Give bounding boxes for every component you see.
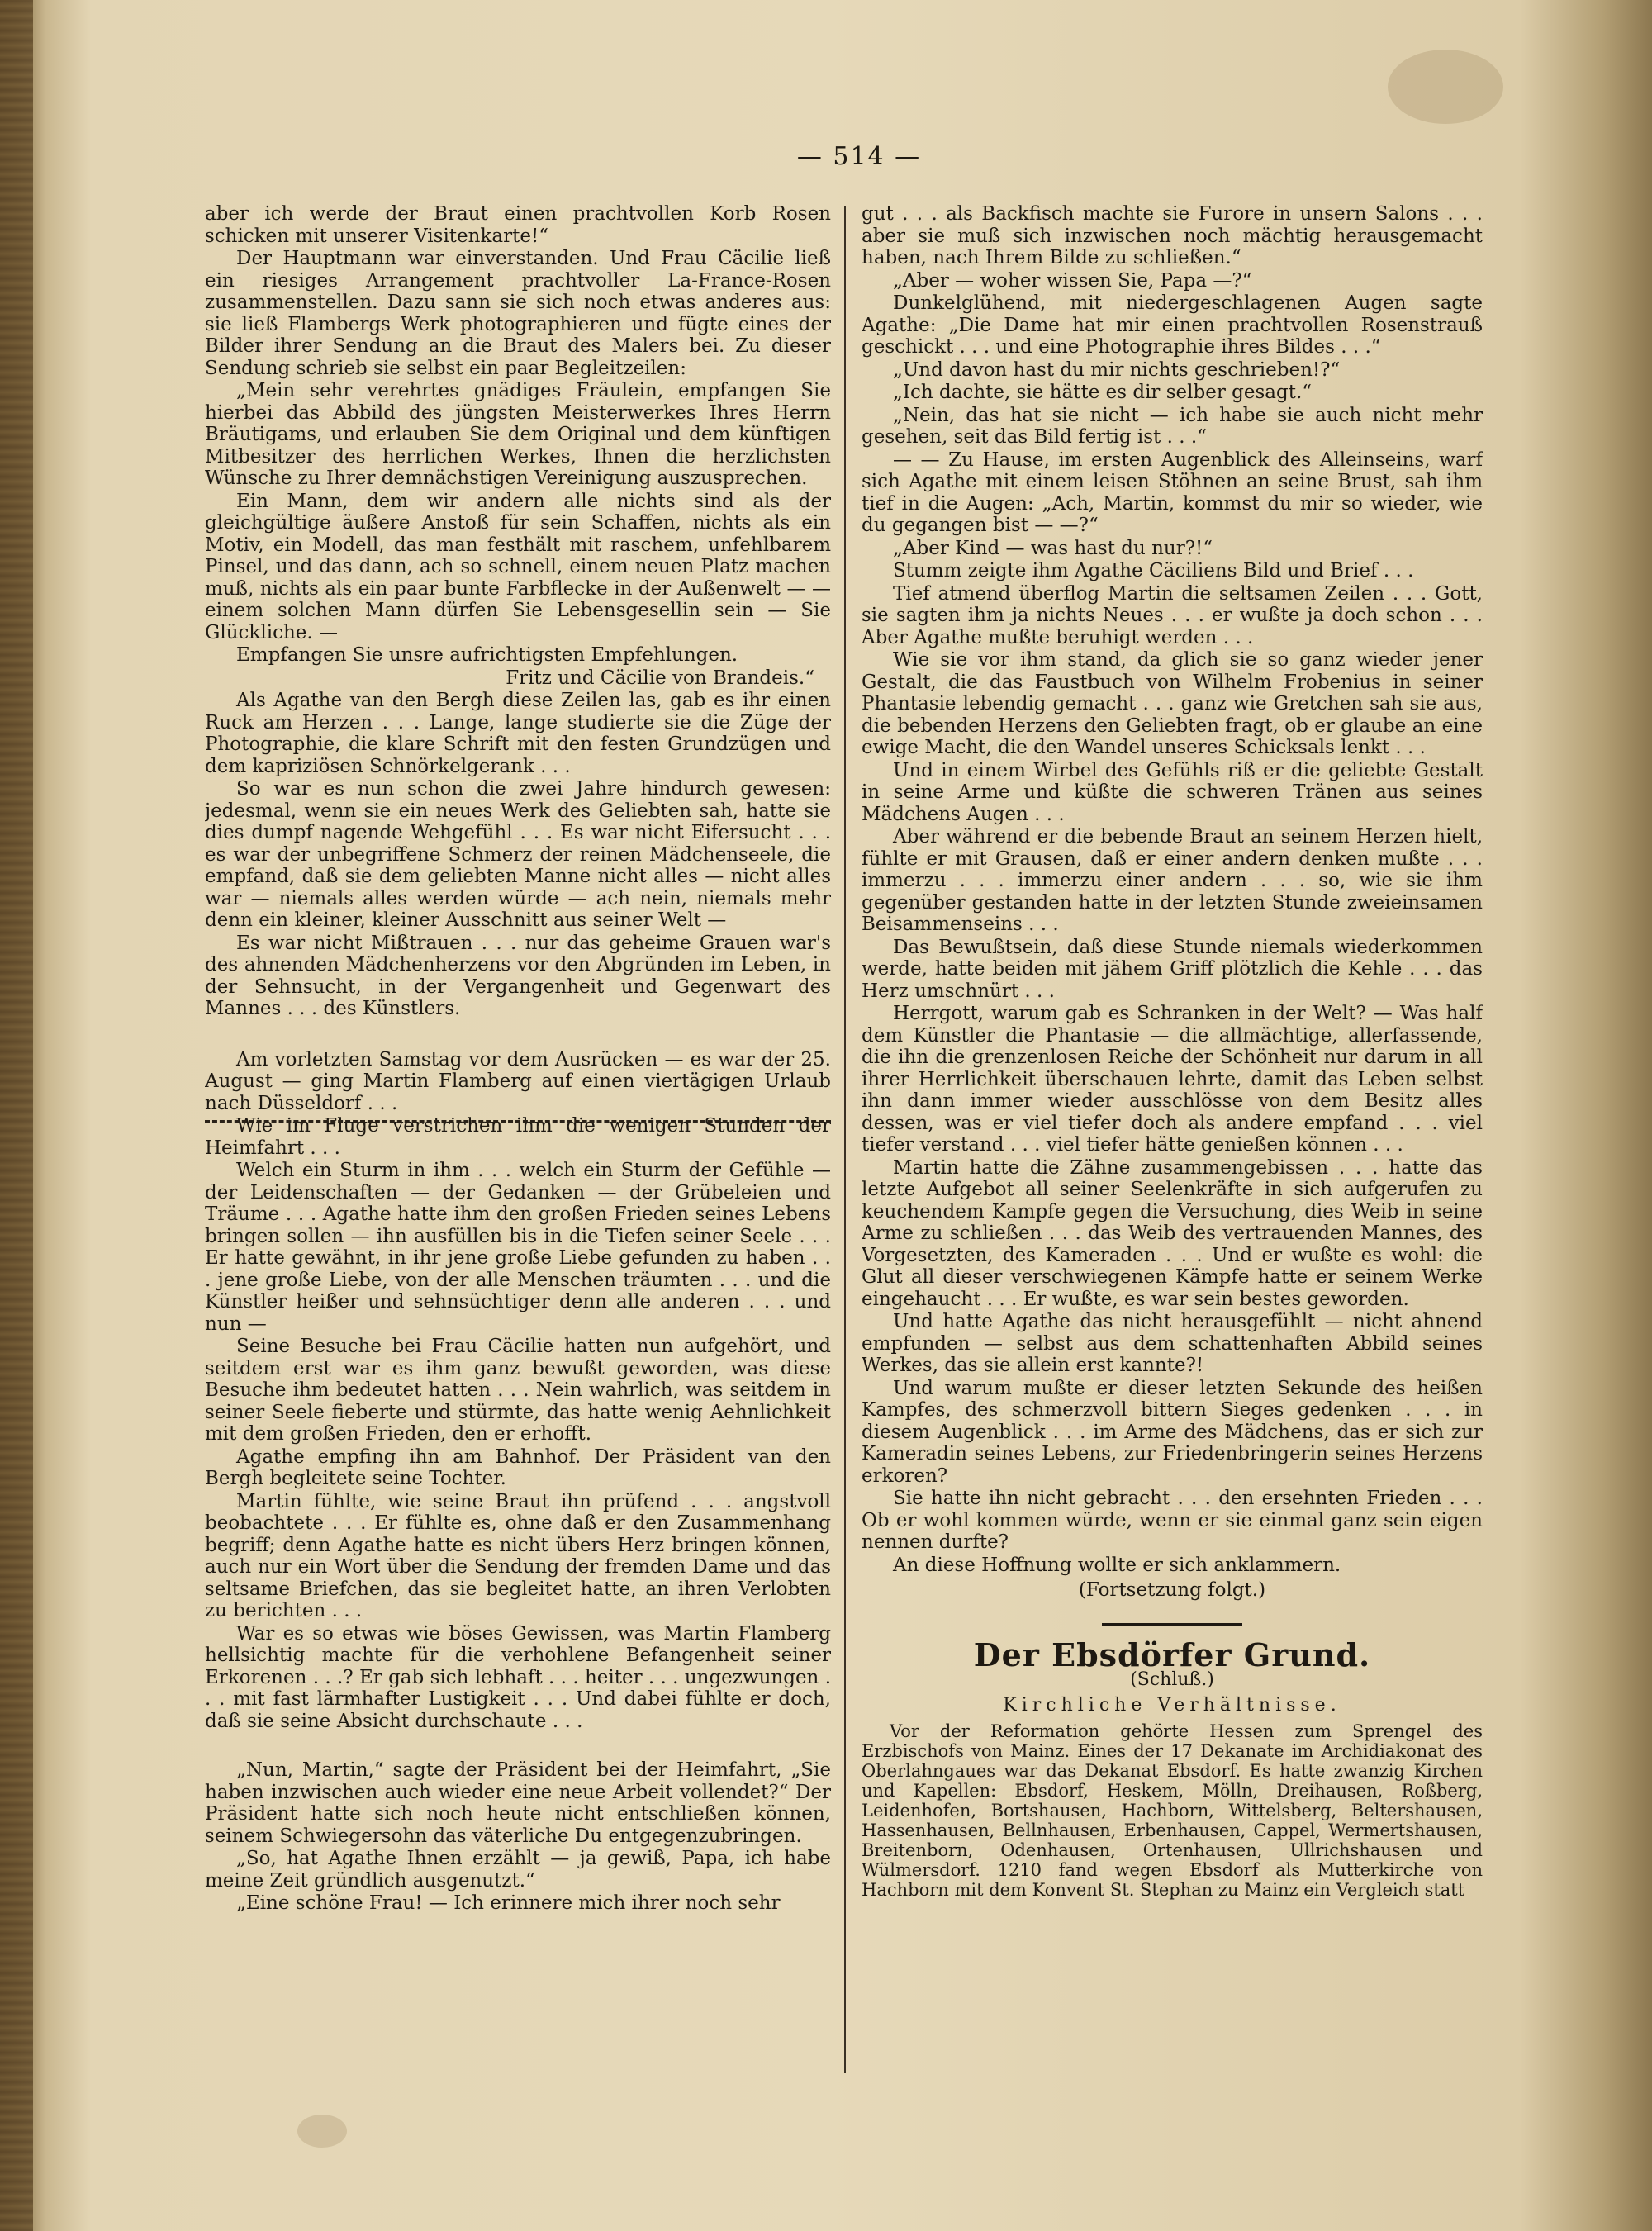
paragraph: Herrgott, warum gab es Schranken in der Welt? — Was half dem Künstler die Phantasie — die allmächtige, allerfassende, die ihn die grenzenlosen Reiche der Schönheit nur darum in all ihrer Herrlichkeit überschauen lehrte, damit das Leben selbst ihn dann immer wieder ausschlösse von dem Besitz alles dessen, was er viel tiefer doch als andere empfand . . . viel tiefer verstand . . . viel tiefer hätte genießen können . . . (862, 1003, 1483, 1156)
paragraph: „Ich dachte, sie hätte es dir selber gesagt.“ (893, 382, 1313, 403)
article-title: Der Ebsdörfer Grund. (973, 1635, 1371, 1673)
paragraph: War es so etwas wie böses Gewissen, was Martin Flamberg hellsichtig machte für die verhohlene Befangenheit seiner Erkorenen . . .? Er gab sich lebhaft . . . heiter . . . ungezwungen . . . mit fast lärmhafter Lustigkeit . . . Und dabei fühlte er doch, daß sie seine Absicht durchschaute . . . (205, 1622, 831, 1732)
paragraph: „Mein sehr verehrtes gnädiges Fräulein, empfangen Sie hierbei das Abbild des jüngsten Meisterwerkes Ihres Herrn Bräutigams, und erlauben Sie dem Original und dem künftigen Mitbesitzer des herrlichen Werkes, Ihnen die herzlichsten Wünsche zu Ihrer demnächstigen Vereinigung auszusprechen. (205, 380, 831, 489)
paragraph: Martin hatte die Zähne zusammengebissen . . . hatte das letzte Aufgebot all seiner Seelenkräfte in sich aufgerufen zu keuchendem Kampfe gegen die Versuchung, dies Weib in seine Arme zu schließen . . . das Weib des vertrauenden Mannes, des Vorgesetzten, des Kameraden . . . Und er wußte es wohl: die Glut all dieser verschwiegenen Kämpfe hatte er seinem Werke eingehaucht . . . Er wußte, es war sein bestes geworden. (862, 1156, 1483, 1310)
paragraph: Der Hauptmann war einverstanden. Und Frau Cäcilie ließ ein riesiges Arrangement prachtvoller La-France-Rosen zusammenstellen. Dazu sann sie sich noch etwas anderes aus: sie ließ Flambergs Werk photographieren und fügte eines der Bilder ihrer Sendung an die Braut des Malers bei. Zu dieser Sendung schrieb sie selbst ein paar Begleitzeilen: (205, 248, 831, 379)
paragraph: Stumm zeigte ihm Agathe Cäciliens Bild und Brief . . . (893, 560, 1414, 581)
section-gap (205, 1021, 831, 1049)
left-column (205, 203, 831, 1756)
paragraph: „Und davon hast du mir nichts geschrieben!?“ (893, 358, 1341, 381)
paragraph: Wie im Fluge verstrichen ihm die wenigen Stunden der Heimfahrt . . . (205, 1115, 831, 1159)
article-heading: Kirchliche Verhältnisse. (1003, 1694, 1341, 1716)
paragraph: „Nun, Martin,“ sagte der Präsident bei der Heimfahrt, „Sie haben inzwischen auch wieder eine neue Arbeit vollendet?“ Der Präsident hatte sich noch heute nicht entschließen können, seinem Schwiegersohn das väterliche Du entgegenzubringen. (205, 1759, 831, 1847)
paragraph: So war es nun schon die zwei Jahre hindurch gewesen: jedesmal, wenn sie ein neues Werk des Geliebten sah, hatte sie dies dumpf nagende Wehgefühl . . . Es war nicht Eifersucht . . . es war der unbegriffene Schmerz der reinen Mädchenseele, die empfand, daß sie dem geliebten Manne nicht alles — nicht alles war — niemals alles werden würde — ach nein, niemals mehr denn ein kleiner, kleiner Ausschnitt aus seiner Welt — (205, 778, 831, 931)
paragraph: An diese Hoffnung wollte er sich anklammern. (893, 1554, 1341, 1576)
paragraph: Empfangen Sie unsre aufrichtigsten Empfehlungen. (236, 644, 738, 666)
paragraph: „Eine schöne Frau! — Ich erinnere mich ihrer noch sehr (236, 1892, 781, 1914)
paragraph: Seine Besuche bei Frau Cäcilie hatten nun aufgehört, und seitdem erst war es ihm ganz bewußt geworden, was diese Besuche ihm bedeutet hatten . . . Nein wahrlich, was seitdem in seiner Seele fieberte und stürmte, das hatte wenig Aehnlichkeit mit dem großen Frieden, den er erhofft. (205, 1336, 831, 1445)
paragraph: Dunkelglühend, mit niedergeschlagenen Augen sagte Agathe: „Die Dame hat mir einen prachtvollen Rosenstrauß geschickt . . . und eine Photographie ihres Bildes . . .“ (862, 292, 1483, 358)
article-body (862, 1721, 1483, 1900)
paragraph: — — Zu Hause, im ersten Augenblick des Alleinseins, warf sich Agathe mit einem leisen Stöhnen an seine Brust, sah ihm tief in die Augen: „Ach, Martin, kommst du mir so wieder, wie du gegangen bist — —?“ (862, 449, 1483, 536)
paragraph: Als Agathe van den Bergh diese Zeilen las, gab es ihr einen Ruck am Herzen . . . Lange, lange studierte sie die Züge der Photographie, die klare Schrift mit den festen Grundzügen und dem kapriziösen Schnörkelgerank . . . (205, 690, 831, 777)
signature: Fritz und Cäcilie von Brandeis.“ (506, 667, 814, 689)
paragraph: aber ich werde der Braut einen prachtvollen Korb Rosen schicken mit unserer Visitenkarte!“ (205, 203, 831, 247)
article-subtitle: (Schluß.) (1130, 1669, 1214, 1690)
paragraph: Aber während er die bebende Braut an seinem Herzen hielt, fühlte er mit Grausen, daß er einer andern denken mußte . . . immerzu . . . immerzu einer andern . . . so, wie sie ihm gegenüber gestanden hatte in der letzten Stunde zweieinsamen Beisammenseins . . . (862, 826, 1483, 935)
paragraph: Wie sie vor ihm stand, da glich sie so ganz wieder jener Gestalt, die das Faustbuch von Wilhelm Frobenius in seiner Phantasie lebendig gemacht . . . ganz wie Gretchen sah sie aus, die bebenden Herzens den Geliebten fragt, ob er glaube an eine ewige Macht, die den Wandel unseres Schicksals lenkt . . . (862, 649, 1483, 758)
paragraph: Und hatte Agathe das nicht herausgefühlt — nicht ahnend empfunden — selbst aus dem schattenhaften Abbild seines Werkes, das sie allein erst kannte?! (862, 1311, 1483, 1376)
column-divider (844, 206, 846, 2073)
paragraph: Vor der Reformation gehörte Hessen zum Sprengel des Erzbischofs von Mainz. Eines der 17 Dekanate im Archidiakonat des Oberlahngaues war das Dekanat Ebsdorf. Es hatte zwanzig Kirchen und Kapellen: Ebsdorf, Heskem, Mölln, Dreihausen, Roßberg, Leidenhofen, Bortshausen, Hachborn, Wittelsberg, Beltershausen, Hassenhausen, Bellnhausen, Erbenhausen, Cappel, Wermertshausen, Breitenborn, Odenhausen, Ortenhausen, Ullrichshausen und Wülmersdorf. 1210 fand wegen Ebsdorf als Mutterkirche von Hachborn mit dem Konvent St. Stephan zu Mainz ein Vergleich statt (862, 1721, 1483, 1900)
paragraph: „Aber — woher wissen Sie, Papa —?“ (893, 269, 1252, 292)
paragraph: Ein Mann, dem wir andern alle nichts sind als der gleichgültige äußere Anstoß für sein Schaffen, nichts als ein Motiv, ein Modell, das man festhält mit raschem, unfehlbarem Pinsel, und das dann, ach so schnell, einem neuen Platz machen muß, nichts als ein paar bunte Farbflecke in der Außenwelt — — einem solchen Mann dürfen Sie Lebensgesellin sein — Sie Glückliche. — (205, 490, 831, 643)
paragraph: Martin fühlte, wie seine Braut ihn prüfend . . . angstvoll beobachtete . . . Er fühlte es, ohne daß er den Zusammenhang begriff; denn Agathe hatte es nicht übers Herz bringen können, auch nur ein Wort über die Sendung der fremden Dame und das seltsame Briefchen, das sie begleitet hatte, an ihren Verlobten zu berichten . . . (205, 1490, 831, 1621)
paragraph: „So, hat Agathe Ihnen erzählt — ja gewiß, Papa, ich habe meine Zeit gründlich ausgenutzt.“ (205, 1848, 831, 1892)
paragraph: Und in einem Wirbel des Gefühls riß er die geliebte Gestalt in seine Arme und küßte die schweren Tränen aus seines Mädchens Augen . . . (862, 759, 1483, 825)
page-number: — 514 — (796, 142, 922, 171)
paragraph: Tief atmend überflog Martin die seltsamen Zeilen . . . Gott, sie sagten ihm ja nichts Neues . . . er wußte ja doch schon . . . Aber Agathe mußte beruhigt werden . . . (862, 582, 1483, 648)
paper-stain (1388, 50, 1503, 124)
paragraph: Agathe empfing ihn am Bahnhof. Der Präsident van den Bergh begleitete seine Tochter. (205, 1445, 831, 1489)
right-column (862, 203, 1483, 2053)
paragraph: Das Bewußtsein, daß diese Stunde niemals wiederkommen werde, hatte beiden mit jähem Griff plötzlich die Kehle . . . das Herz umschnürt . . . (862, 936, 1483, 1002)
continuation-note: (Fortsetzung folgt.) (1078, 1579, 1266, 1601)
paragraph: Und warum mußte er dieser letzten Sekunde des heißen Kampfes, des schmerzvoll bittern Sieges gedenken . . . in diesem Augenblick . . . im Arme des Mädchens, das er sich zur Kameradin seines Lebens, zur Friedenbringerin seines Herzens erkoren? (862, 1377, 1483, 1487)
paragraph: gut . . . als Backfisch machte sie Furore in unsern Salons . . . aber sie muß sich inzwischen noch mächtig herausgemacht haben, nach Ihrem Bilde zu schließen.“ (862, 203, 1483, 268)
left-column-bottom (205, 1759, 831, 2106)
paragraph: Es war nicht Mißtrauen . . . nur das geheime Grauen war's des ahnenden Mädchenherzens vor den Abgründen im Leben, in der Sehnsucht, in der Vergangenheit und Gegenwart des Mannes . . . des Künstlers. (205, 932, 831, 1019)
paper-stain (297, 2115, 347, 2148)
paragraph: Welch ein Sturm in ihm . . . welch ein Sturm der Gefühle — der Leidenschaften — der Gedanken — der Grübeleien und Träume . . . Agathe hatte ihm den großen Frieden seines Lebens bringen sollen — ihn ausfüllen bis in die Tiefen seiner Seele . . . Er hatte gewähnt, in ihr jene große Liebe gefunden zu haben . . . jene große Liebe, von der alle Menschen träumten . . . und die Künstler heißer und sehnsüchtiger denn alle anderen . . . und nun — (205, 1160, 831, 1335)
paragraph: Am vorletzten Samstag vor dem Ausrücken — es war der 25. August — ging Martin Flamberg auf einen viertägigen Urlaub nach Düsseldorf . . . (205, 1048, 831, 1114)
paragraph: Sie hatte ihn nicht gebracht . . . den ersehnten Frieden . . . Ob er wohl kommen würde, wenn er sie einmal ganz sein eigen nennen durfte? (862, 1488, 1483, 1553)
dashed-separator (205, 1120, 831, 1131)
section-rule (1102, 1623, 1242, 1626)
book-binding (0, 0, 33, 2231)
paragraph: „Nein, das hat sie nicht — ich habe sie auch nicht mehr gesehen, seit das Bild fertig ist . . .“ (862, 404, 1483, 448)
paragraph: „Aber Kind — was hast du nur?!“ (893, 537, 1213, 559)
